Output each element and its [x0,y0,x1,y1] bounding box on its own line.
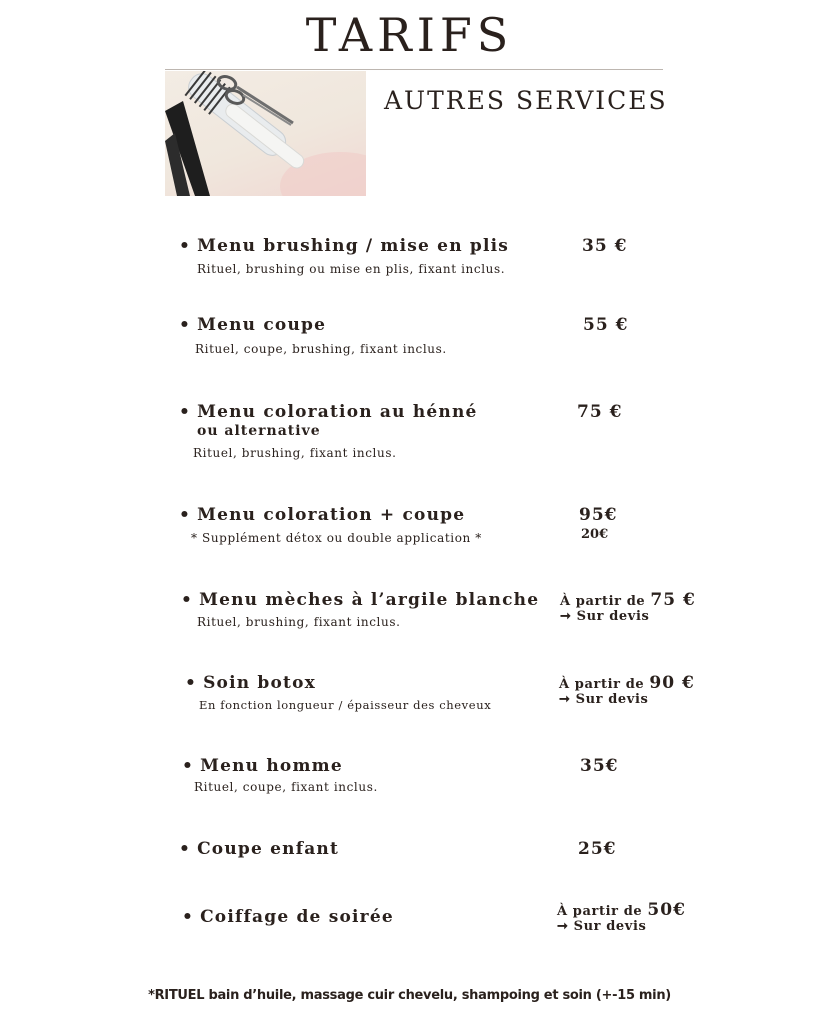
price-note: ➞ Sur devis [557,919,647,934]
price-prefix: À partir de [559,677,645,692]
bullet: • [182,907,195,927]
service-description: En fonction longueur / épaisseur des cheveux [199,698,492,712]
bullet: • [185,673,198,693]
bullet: • [181,590,194,610]
bullet: • [179,402,192,422]
service-name: Menu coloration + coupe [197,505,466,525]
service-description: Rituel, brushing, fixant inclus. [193,446,397,460]
title-divider [165,69,663,70]
service-description: Rituel, brushing ou mise en plis, fixant inclus. [197,262,506,276]
scissors-brush-icon [165,71,366,196]
service-name: Menu coupe [197,315,327,335]
service-name: Menu mèches à l’argile blanche [199,590,540,610]
price-prefix: À partir de [560,594,646,609]
service-description: * Supplément détox ou double application * [191,531,482,545]
bullet: • [179,315,192,335]
page-title: TARIFS [305,8,514,62]
bullet: • [182,756,195,776]
bullet: • [179,505,192,525]
price-prefix: À partir de [557,904,643,919]
service-price: 50€ [647,900,686,920]
service-description: Rituel, coupe, brushing, fixant inclus. [195,342,447,356]
service-name: Menu brushing / mise en plis [197,236,510,256]
section-subtitle: AUTRES SERVICES [384,86,668,115]
service-name: Menu homme [200,756,343,776]
service-name: Soin botox [203,673,316,693]
service-name: Coupe enfant [197,839,340,859]
service-price-extra: 20€ [581,527,609,542]
service-description: Rituel, coupe, fixant inclus. [194,780,378,794]
service-description: Rituel, brushing, fixant inclus. [197,615,401,629]
bullet: • [179,236,192,256]
service-name: Coiffage de soirée [200,907,394,927]
service-price: 35€ [580,756,619,776]
service-name-line2: ou alternative [197,423,321,439]
bullet: • [179,839,192,859]
service-price: 25€ [578,839,617,859]
price-note: ➞ Sur devis [559,692,649,707]
service-price: 95€ [579,505,618,525]
service-price: 75 € [650,590,696,610]
service-price: 35 € [582,236,628,256]
service-price: 55 € [583,315,629,335]
service-name: Menu coloration au hénné [197,402,478,422]
service-price: 90 € [649,673,695,693]
service-price: 75 € [577,402,623,422]
footer-note: *RITUEL bain d’huile, massage cuir chevelu, shampoing et soin (+-15 min) [148,988,671,1003]
hairdressing-tools-photo [165,71,366,196]
price-note: ➞ Sur devis [560,609,650,624]
